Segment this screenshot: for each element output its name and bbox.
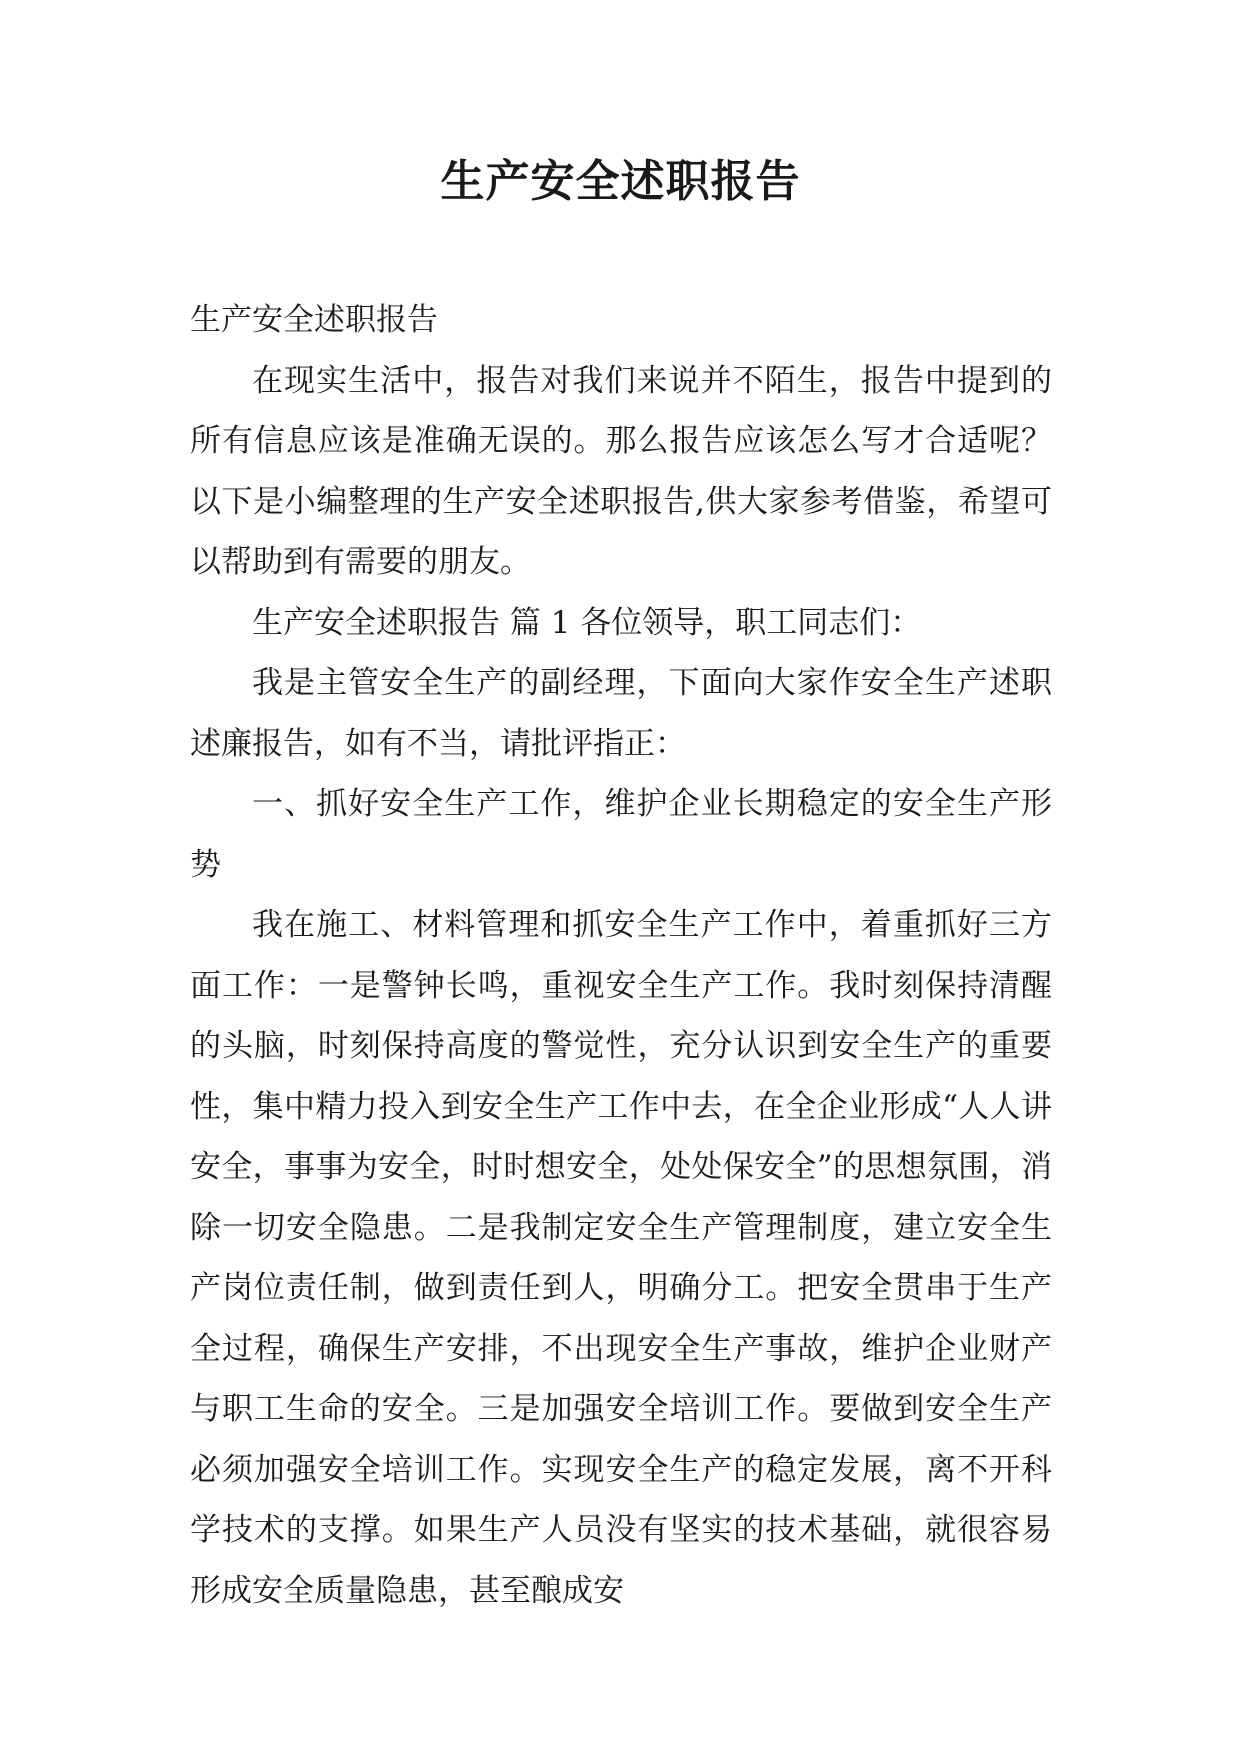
- paragraph: 生产安全述职报告: [190, 302, 438, 338]
- document-title: 生产安全述职报告: [440, 156, 801, 207]
- paragraph: 我在施工、材料管理和抓安全生产工作中，着重抓好三方面工作：一是警钟长鸣，重视安全生产工作。我时刻保持清醒的头脑，时刻保持高度的警觉性，充分认识到安全生产的重要性，集中精力投入到安全生产工作中去，在全企业形成“人人讲安全，事事为安全，时时想安全，处处保安全”的思想氛围，消除一切安全隐患。二是我制定安全生产管理制度，建立安全生产岗位责任制，做到责任到人，明确分工。把安全贯串于生产全过程，确保生产安排，不出现安全生产事故，维护企业财产与职工生命的安全。三是加强安全培训工作。要做到安全生产必须加强安全培训工作。实现安全生产的稳定发展，离不开科学技术的支撑。如果生产人员没有坚实的技术基础，就很容易形成安全质量隐患，甚至酿成安: [190, 907, 1052, 1609]
- document-body: [190, 290, 1052, 1621]
- paragraph: 我是主管安全生产的副经理，下面向大家作安全生产述职述廉报告，如有不当，请批评指正：: [190, 665, 1052, 762]
- paragraph: 一、抓好安全生产工作，维护企业长期稳定的安全生产形势: [190, 786, 1052, 883]
- paragraph: 生产安全述职报告 篇 1 各位领导，职工同志们：: [252, 604, 922, 641]
- paragraph: 在现实生活中，报告对我们来说并不陌生，报告中提到的所有信息应该是准确无误的。那么报告应该怎么写才合适呢？以下是小编整理的生产安全述职报告,供大家参考借鉴，希望可以帮助到有需要的朋友。: [190, 362, 1052, 580]
